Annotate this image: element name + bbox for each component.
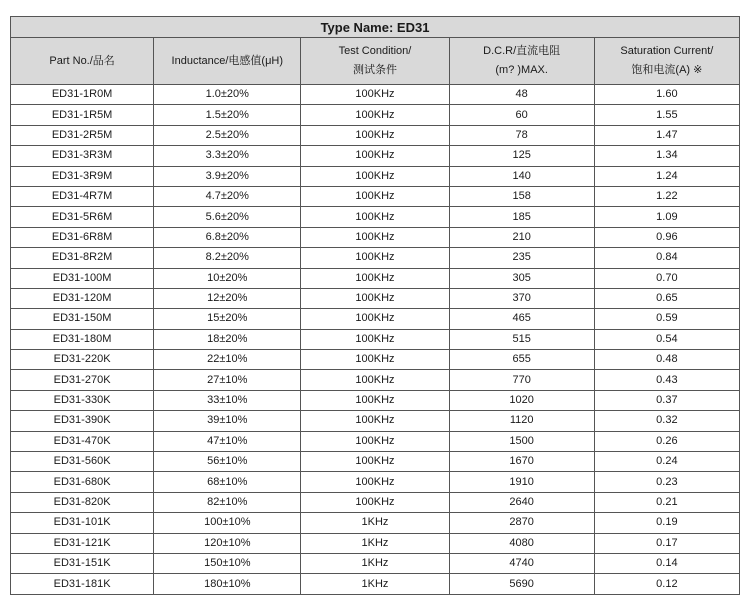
table-row xyxy=(11,146,740,166)
header-inductance-text: Inductance/电感值(μH) xyxy=(171,54,284,67)
saturation-cell: 0.48 xyxy=(594,350,739,370)
part-no-cell: ED31-680K xyxy=(11,472,154,492)
test-condition-cell: 100KHz xyxy=(301,227,449,247)
dcr-cell: 235 xyxy=(449,248,594,268)
saturation-cell: 0.24 xyxy=(594,452,739,472)
dcr-cell: 1500 xyxy=(449,431,594,451)
part-no-cell: ED31-1R0M xyxy=(11,85,154,105)
part-no-cell: ED31-2R5M xyxy=(11,125,154,145)
test-condition-cell: 100KHz xyxy=(301,452,449,472)
inductance-cell: 22±10% xyxy=(154,350,301,370)
part-no-cell: ED31-8R2M xyxy=(11,248,154,268)
saturation-cell: 0.84 xyxy=(594,248,739,268)
inductor-spec-table xyxy=(10,16,740,595)
table-row xyxy=(11,288,740,308)
part-no-cell: ED31-181K xyxy=(11,574,154,594)
header-dcr-line1: D.C.R/直流电阻 xyxy=(483,45,561,57)
table-row xyxy=(11,411,740,431)
table-row xyxy=(11,350,740,370)
dcr-cell: 4740 xyxy=(449,553,594,573)
table-row xyxy=(11,492,740,512)
dcr-cell: 465 xyxy=(449,309,594,329)
table-row xyxy=(11,268,740,288)
inductance-cell: 18±20% xyxy=(154,329,301,349)
part-no-cell: ED31-101K xyxy=(11,513,154,533)
table-row xyxy=(11,329,740,349)
table-row xyxy=(11,553,740,573)
saturation-cell: 0.19 xyxy=(594,513,739,533)
header-saturation-line2: 饱和电流(A) ※ xyxy=(631,64,703,76)
inductance-cell: 12±20% xyxy=(154,288,301,308)
table-row xyxy=(11,370,740,390)
dcr-cell: 655 xyxy=(449,350,594,370)
header-test-condition xyxy=(301,38,449,85)
test-condition-cell: 100KHz xyxy=(301,207,449,227)
saturation-cell: 0.37 xyxy=(594,390,739,410)
table-row xyxy=(11,248,740,268)
table-row xyxy=(11,105,740,125)
header-part-no-text: Part No./品名 xyxy=(49,54,115,67)
part-no-cell: ED31-470K xyxy=(11,431,154,451)
test-condition-cell: 100KHz xyxy=(301,248,449,268)
test-condition-cell: 1KHz xyxy=(301,533,449,553)
inductance-cell: 1.5±20% xyxy=(154,105,301,125)
saturation-cell: 0.54 xyxy=(594,329,739,349)
dcr-cell: 48 xyxy=(449,85,594,105)
inductance-cell: 27±10% xyxy=(154,370,301,390)
saturation-cell: 1.55 xyxy=(594,105,739,125)
inductance-cell: 15±20% xyxy=(154,309,301,329)
inductance-cell: 6.8±20% xyxy=(154,227,301,247)
inductance-cell: 100±10% xyxy=(154,513,301,533)
inductance-cell: 8.2±20% xyxy=(154,248,301,268)
table-row xyxy=(11,125,740,145)
test-condition-cell: 100KHz xyxy=(301,186,449,206)
inductance-cell: 39±10% xyxy=(154,411,301,431)
part-no-cell: ED31-220K xyxy=(11,350,154,370)
saturation-cell: 1.34 xyxy=(594,146,739,166)
test-condition-cell: 100KHz xyxy=(301,268,449,288)
table-row xyxy=(11,85,740,105)
saturation-cell: 1.24 xyxy=(594,166,739,186)
dcr-cell: 185 xyxy=(449,207,594,227)
inductance-cell: 2.5±20% xyxy=(154,125,301,145)
saturation-cell: 1.60 xyxy=(594,85,739,105)
spec-table-container xyxy=(10,16,740,595)
inductance-cell: 4.7±20% xyxy=(154,186,301,206)
test-condition-cell: 100KHz xyxy=(301,431,449,451)
saturation-cell: 0.17 xyxy=(594,533,739,553)
table-row xyxy=(11,309,740,329)
dcr-cell: 60 xyxy=(449,105,594,125)
inductance-cell: 150±10% xyxy=(154,553,301,573)
header-saturation xyxy=(594,38,739,85)
dcr-cell: 140 xyxy=(449,166,594,186)
table-row xyxy=(11,166,740,186)
test-condition-cell: 100KHz xyxy=(301,350,449,370)
dcr-cell: 158 xyxy=(449,186,594,206)
saturation-cell: 0.43 xyxy=(594,370,739,390)
inductance-cell: 180±10% xyxy=(154,574,301,594)
part-no-cell: ED31-6R8M xyxy=(11,227,154,247)
part-no-cell: ED31-4R7M xyxy=(11,186,154,206)
dcr-cell: 1020 xyxy=(449,390,594,410)
part-no-cell: ED31-3R9M xyxy=(11,166,154,186)
test-condition-cell: 100KHz xyxy=(301,329,449,349)
part-no-cell: ED31-330K xyxy=(11,390,154,410)
table-row xyxy=(11,472,740,492)
header-inductance xyxy=(154,38,301,85)
saturation-cell: 1.22 xyxy=(594,186,739,206)
test-condition-cell: 1KHz xyxy=(301,513,449,533)
header-dcr xyxy=(449,38,594,85)
inductance-cell: 1.0±20% xyxy=(154,85,301,105)
part-no-cell: ED31-100M xyxy=(11,268,154,288)
dcr-cell: 1670 xyxy=(449,452,594,472)
table-row xyxy=(11,513,740,533)
table-row xyxy=(11,207,740,227)
dcr-cell: 1910 xyxy=(449,472,594,492)
test-condition-cell: 100KHz xyxy=(301,390,449,410)
dcr-cell: 125 xyxy=(449,146,594,166)
table-row xyxy=(11,574,740,594)
table-body xyxy=(11,85,740,595)
part-no-cell: ED31-121K xyxy=(11,533,154,553)
inductance-cell: 120±10% xyxy=(154,533,301,553)
inductance-cell: 82±10% xyxy=(154,492,301,512)
saturation-cell: 0.14 xyxy=(594,553,739,573)
test-condition-cell: 100KHz xyxy=(301,492,449,512)
table-row xyxy=(11,186,740,206)
inductance-cell: 10±20% xyxy=(154,268,301,288)
test-condition-cell: 100KHz xyxy=(301,146,449,166)
part-no-cell: ED31-180M xyxy=(11,329,154,349)
test-condition-cell: 100KHz xyxy=(301,125,449,145)
saturation-cell: 0.26 xyxy=(594,431,739,451)
table-row xyxy=(11,452,740,472)
dcr-cell: 5690 xyxy=(449,574,594,594)
saturation-cell: 0.70 xyxy=(594,268,739,288)
part-no-cell: ED31-150M xyxy=(11,309,154,329)
header-test-condition-line1: Test Condition/ xyxy=(338,45,412,57)
table-row xyxy=(11,431,740,451)
saturation-cell: 0.65 xyxy=(594,288,739,308)
dcr-cell: 1120 xyxy=(449,411,594,431)
table-row xyxy=(11,533,740,553)
dcr-cell: 370 xyxy=(449,288,594,308)
dcr-cell: 78 xyxy=(449,125,594,145)
test-condition-cell: 100KHz xyxy=(301,166,449,186)
part-no-cell: ED31-120M xyxy=(11,288,154,308)
header-test-condition-line2: 测试条件 xyxy=(352,64,397,76)
header-saturation-line1: Saturation Current/ xyxy=(620,45,714,57)
part-no-cell: ED31-270K xyxy=(11,370,154,390)
saturation-cell: 0.12 xyxy=(594,574,739,594)
part-no-cell: ED31-3R3M xyxy=(11,146,154,166)
saturation-cell: 0.32 xyxy=(594,411,739,431)
test-condition-cell: 100KHz xyxy=(301,288,449,308)
part-no-cell: ED31-820K xyxy=(11,492,154,512)
test-condition-cell: 1KHz xyxy=(301,574,449,594)
dcr-cell: 770 xyxy=(449,370,594,390)
saturation-cell: 0.23 xyxy=(594,472,739,492)
part-no-cell: ED31-1R5M xyxy=(11,105,154,125)
saturation-cell: 0.59 xyxy=(594,309,739,329)
inductance-cell: 47±10% xyxy=(154,431,301,451)
test-condition-cell: 100KHz xyxy=(301,309,449,329)
dcr-cell: 4080 xyxy=(449,533,594,553)
test-condition-cell: 100KHz xyxy=(301,105,449,125)
part-no-cell: ED31-560K xyxy=(11,452,154,472)
table-header-row xyxy=(11,38,740,85)
inductance-cell: 5.6±20% xyxy=(154,207,301,227)
saturation-cell: 1.09 xyxy=(594,207,739,227)
test-condition-cell: 100KHz xyxy=(301,85,449,105)
dcr-cell: 2640 xyxy=(449,492,594,512)
saturation-cell: 1.47 xyxy=(594,125,739,145)
header-part-no xyxy=(11,38,154,85)
table-row xyxy=(11,227,740,247)
test-condition-cell: 100KHz xyxy=(301,370,449,390)
saturation-cell: 0.96 xyxy=(594,227,739,247)
table-title-row xyxy=(11,17,740,38)
inductance-cell: 56±10% xyxy=(154,452,301,472)
inductance-cell: 33±10% xyxy=(154,390,301,410)
inductance-cell: 3.3±20% xyxy=(154,146,301,166)
dcr-cell: 515 xyxy=(449,329,594,349)
table-title: Type Name: ED31 xyxy=(11,17,740,38)
test-condition-cell: 100KHz xyxy=(301,411,449,431)
header-dcr-line2: (m? )MAX. xyxy=(495,64,548,76)
dcr-cell: 305 xyxy=(449,268,594,288)
part-no-cell: ED31-390K xyxy=(11,411,154,431)
dcr-cell: 210 xyxy=(449,227,594,247)
inductance-cell: 68±10% xyxy=(154,472,301,492)
test-condition-cell: 100KHz xyxy=(301,472,449,492)
inductance-cell: 3.9±20% xyxy=(154,166,301,186)
part-no-cell: ED31-151K xyxy=(11,553,154,573)
test-condition-cell: 1KHz xyxy=(301,553,449,573)
saturation-cell: 0.21 xyxy=(594,492,739,512)
table-row xyxy=(11,390,740,410)
part-no-cell: ED31-5R6M xyxy=(11,207,154,227)
dcr-cell: 2870 xyxy=(449,513,594,533)
